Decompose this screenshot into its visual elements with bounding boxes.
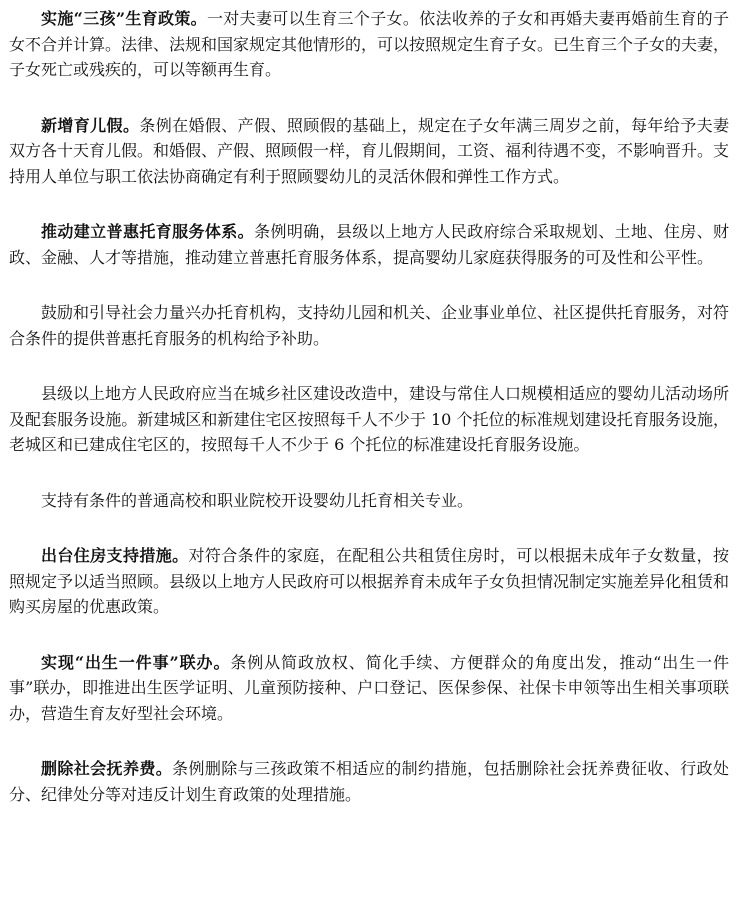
- paragraph-social-fee-removal: [9, 756, 729, 807]
- paragraph-text: 县级以上地方人民政府应当在城乡社区建设改造中，建设与常住人口规模相适应的婴幼儿活动场所及配套服务设施。新建城区和新建住宅区按照每千人不少于 10 个托位的标准规划建设托育服务设施，老城区和已建成住宅区的，按照每千人不少于 6 个托位的标准建设托育服务设施。: [9, 384, 730, 454]
- paragraph-spacer: [9, 458, 729, 488]
- paragraph-text: 条例删除与三孩政策不相适应的制约措施，包括删除社会抚养费征收、行政处分、纪律处分等对违反计划生育政策的处理措施。: [9, 759, 729, 804]
- paragraph-childcare-facilities: [9, 381, 729, 458]
- paragraph-spacer: [9, 189, 729, 219]
- paragraph-childcare-system: [9, 219, 729, 270]
- paragraph-spacer: [9, 513, 729, 543]
- paragraph-heading: 新增育儿假。: [41, 115, 140, 135]
- paragraph-social-childcare: [9, 300, 729, 351]
- paragraph-text: 鼓励和引导社会力量兴办托育机构，支持幼儿园和机关、企业事业单位、社区提供托育服务，对符合条件的提供普惠托育服务的机构给予补助。: [9, 303, 730, 348]
- paragraph-heading: 推动建立普惠托育服务体系。: [41, 222, 255, 241]
- paragraph-text: 支持有条件的普通高校和职业院校开设婴幼儿托育相关专业。: [41, 490, 474, 510]
- paragraph-heading: 实现“出生一件事”联办。: [41, 652, 231, 672]
- paragraph-text: 对符合条件的家庭，在配租公共租赁住房时，可以根据未成年子女数量，按照规定予以适当照顾。县级以上地方人民政府可以根据养育未成年子女负担情况制定实施差异化租赁和购买房屋的优惠政策。: [9, 546, 730, 616]
- paragraph-education-majors: [9, 488, 729, 514]
- paragraph-spacer: [9, 270, 729, 300]
- paragraph-parental-leave: [9, 113, 729, 190]
- paragraph-three-child-policy: [9, 6, 729, 83]
- paragraph-spacer: [9, 83, 729, 113]
- paragraph-spacer: [9, 726, 729, 756]
- paragraph-text: 条例从简政放权、简化手续、方便群众的角度出发，推动“出生一件事”联办，即推进出生医学证明、儿童预防接种、户口登记、医保参保、社保卡申领等出生相关事项联办，营造生育友好型社会环境。: [9, 652, 729, 723]
- paragraph-spacer: [9, 351, 729, 381]
- paragraph-birth-services: [9, 650, 729, 727]
- paragraph-spacer: [9, 620, 729, 650]
- paragraph-heading: 出台住房支持措施。: [41, 546, 189, 565]
- paragraph-text: 条例在婚假、产假、照顾假的基础上，规定在子女年满三周岁之前，每年给予夫妻双方各十天育儿假。和婚假、产假、照顾假一样，育儿假期间，工资、福利待遇不变，不影响晋升。支持用人单位与职工依法协商确定有利于照顾婴幼儿的灵活休假和弹性工作方式。: [9, 115, 730, 186]
- paragraph-text: 条例明确，县级以上地方人民政府综合采取规划、土地、住房、财政、金融、人才等措施，推动建立普惠托育服务体系，提高婴幼儿家庭获得服务的可及性和公平性。: [9, 222, 729, 267]
- paragraph-heading: 实施“三孩”生育政策。: [41, 9, 207, 28]
- paragraph-text: 一对夫妻可以生育三个子女。依法收养的子女和再婚夫妻再婚前生育的子女不合并计算。法律、法规和国家规定其他情形的，可以按照规定生育子女。已生育三个子女的夫妻，子女死亡或残疾的，可以等额再生育。: [9, 9, 730, 79]
- paragraph-heading: 删除社会抚养费。: [41, 759, 173, 778]
- paragraph-housing-support: [9, 543, 729, 620]
